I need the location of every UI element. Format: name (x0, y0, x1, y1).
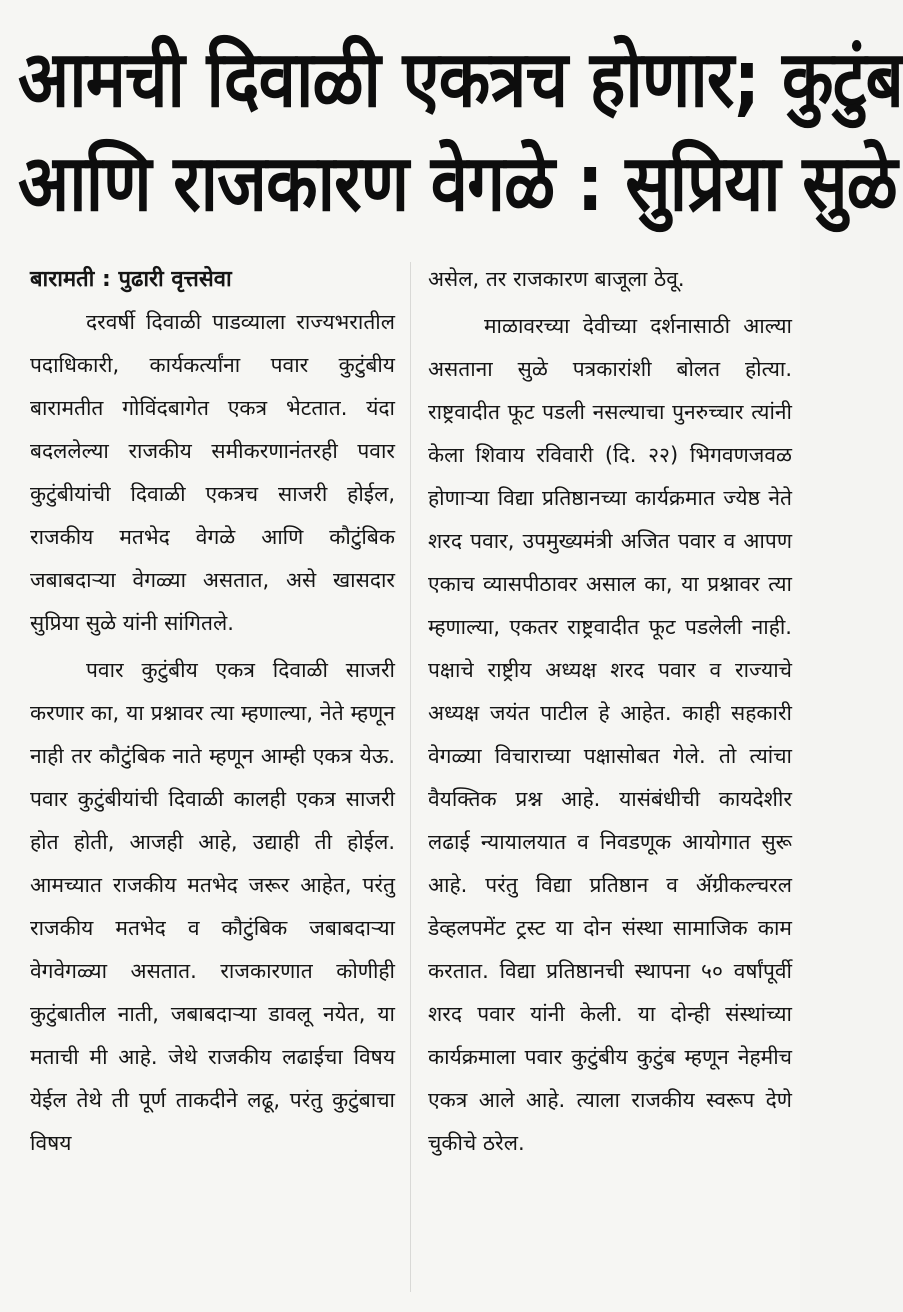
paragraph-intro: दरवर्षी दिवाळी पाडव्याला राज्यभरातील पदाधिकारी, कार्यकर्त्यांना पवार कुटुंबीय बारामतीत गोविंदबागेत एकत्र भेटतात. यंदा बदललेल्या राजकीय समीकरणानंतरही पवार कुटुंबीयांची दिवाळी एकत्रच साजरी होईल, राजकीय मतभेद वेगळे आणि कौटुंबिक जबाबदाऱ्या वेगळ्या असतात, असे खासदार सुप्रिया सुळे यांनी सांगितले. (30, 310, 395, 635)
paragraph-quote: पवार कुटुंबीय एकत्र दिवाळी साजरी करणार का, या प्रश्नावर त्या म्हणाल्या, नेते म्हणून नाही तर कौटुंबिक नाते म्हणून आम्ही एकत्र येऊ. पवार कुटुंबीयांची दिवाळी कालही एकत्र साजरी होत होती, आजही आहे, उद्याही ती होईल. आमच्यात राजकीय मतभेद जरूर आहेत, परंतु राजकीय मतभेद व कौटुंबिक जबाबदाऱ्या वेगवेगळ्या असतात. राजकारणात कोणीही कुटुंबातील नाती, जबाबदाऱ्या डावलू नयेत, या मताची मी आहे. जेथे राजकीय लढाईचा विषय येईल तेथे ती पूर्ण ताकदीने लढू, परंतु कुटुंबाचा विषय (30, 658, 395, 1155)
dateline: बारामती : पुढारी वृत्तसेवा (30, 267, 232, 292)
headline (18, 28, 903, 236)
paragraph-continuation: असेल, तर राजकारण बाजूला ठेवू. (428, 267, 685, 291)
article-column-left (30, 258, 395, 1165)
paragraph-press-talk: माळावरच्या देवीच्या दर्शनासाठी आल्या असताना सुळे पत्रकारांशी बोलत होत्या. राष्ट्रवादीत फूट पडली नसल्याचा पुनरुच्चार त्यांनी केला शिवाय रविवारी (दि. २२) भिगवणजवळ होणाऱ्या विद्या प्रतिष्ठानच्या कार्यक्रमात ज्येष्ठ नेते शरद पवार, उपमुख्यमंत्री अजित पवार व आपण एकाच व्यासपीठावर असाल का, या प्रश्नावर त्या म्हणाल्या, एकतर राष्ट्रवादीत फूट पडलेली नाही. पक्षाचे राष्ट्रीय अध्यक्ष शरद पवार व राज्याचे अध्यक्ष जयंत पाटील हे आहेत. काही सहकारी वेगळ्या विचाराच्या पक्षासोबत गेले. तो त्यांचा वैयक्तिक प्रश्न आहे. यासंबंधीची कायदेशीर लढाई न्यायालयात व निवडणूक आयोगात सुरू आहे. परंतु विद्या प्रतिष्ठान व ॲग्रीकल्चरल डेव्हलपमेंट ट्रस्ट या दोन संस्था सामाजिक काम करतात. विद्या प्रतिष्ठानची स्थापना ५० वर्षांपूर्वी शरद पवार यांनी केली. या दोन्ही संस्थांच्या कार्यक्रमाला पवार कुटुंबीय कुटुंब म्हणून नेहमीच एकत्र आले आहे. त्याला राजकीय स्वरूप देणे चुकीचे ठरेल. (428, 314, 792, 1155)
headline-line-1: आमची दिवाळी एकत्रच होणार; कुटुंब (18, 35, 903, 125)
column-divider (410, 262, 411, 1292)
headline-line-2: आणि राजकारण वेगळे : सुप्रिया सुळे (18, 139, 897, 229)
article-column-right (428, 258, 792, 1165)
